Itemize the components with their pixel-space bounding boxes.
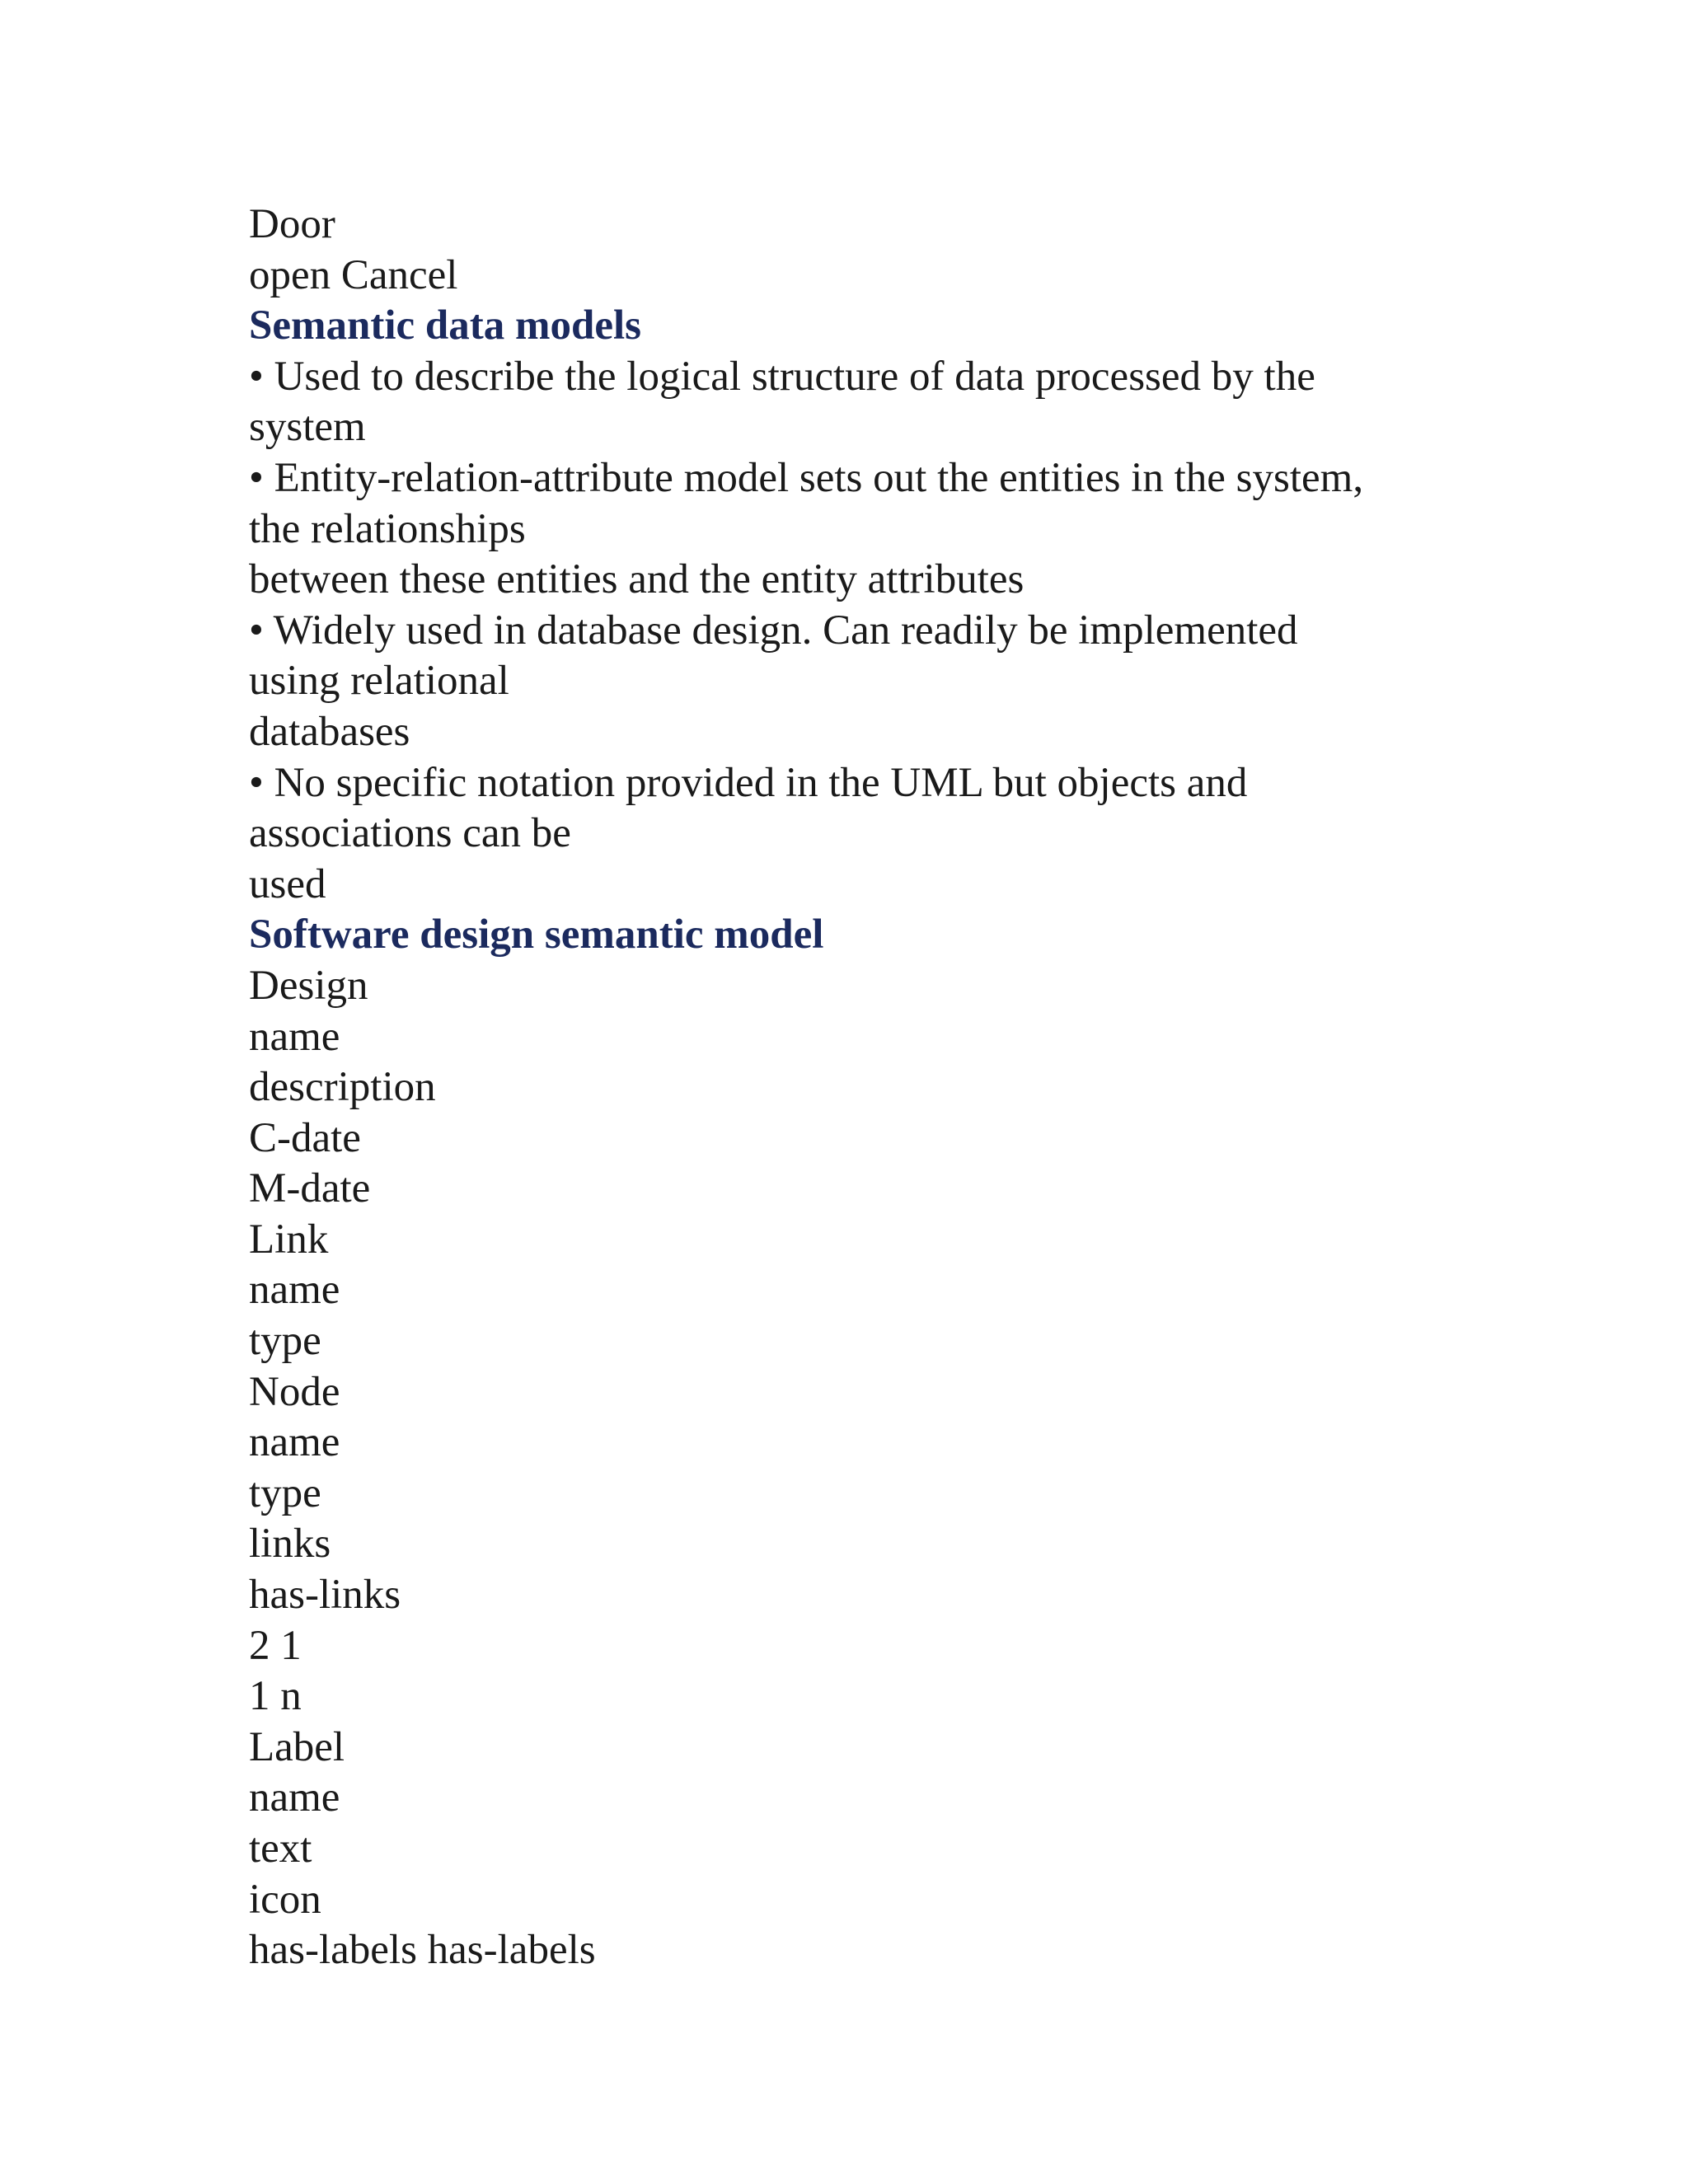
- text-line: links: [249, 1521, 331, 1568]
- text-line: system: [249, 404, 366, 451]
- text-line: used: [249, 860, 326, 907]
- text-line: text: [249, 1825, 312, 1872]
- text-line: Node: [249, 1368, 340, 1415]
- section-heading: Software design semantic model: [249, 912, 824, 958]
- text-line: Label: [249, 1723, 345, 1770]
- document-page: [249, 199, 1485, 1976]
- text-line: description: [249, 1064, 436, 1111]
- text-line: associations can be: [249, 810, 571, 857]
- text-line: name: [249, 1013, 340, 1060]
- text-line: M-date: [249, 1165, 371, 1212]
- section-heading: Semantic data models: [249, 302, 641, 349]
- text-line: type: [249, 1318, 321, 1365]
- text-line: the relationships: [249, 505, 526, 552]
- text-line: using relational: [249, 658, 509, 705]
- text-line: name: [249, 1419, 340, 1466]
- text-line: • No specific notation provided in the UML but objects and: [249, 759, 1248, 806]
- text-line: Design: [249, 962, 368, 1009]
- text-line: C-date: [249, 1114, 361, 1161]
- text-line: has-labels has-labels: [249, 1927, 596, 1974]
- text-line: name: [249, 1774, 340, 1821]
- text-line: icon: [249, 1876, 321, 1923]
- text-line: Door: [249, 201, 335, 247]
- text-line: 2 1: [249, 1622, 302, 1669]
- text-line: databases: [249, 708, 410, 755]
- text-line: • Used to describe the logical structure of data processed by the: [249, 353, 1315, 400]
- text-line: • Widely used in database design. Can readily be implemented: [249, 607, 1298, 654]
- text-line: between these entities and the entity attributes: [249, 556, 1025, 603]
- text-line: open Cancel: [249, 251, 458, 298]
- text-line: • Entity-relation-attribute model sets out the entities in the system,: [249, 454, 1364, 501]
- text-line: 1 n: [249, 1673, 302, 1720]
- text-line: type: [249, 1469, 321, 1516]
- text-line: has-links: [249, 1572, 401, 1619]
- text-line: Link: [249, 1216, 329, 1263]
- text-line: name: [249, 1267, 340, 1314]
